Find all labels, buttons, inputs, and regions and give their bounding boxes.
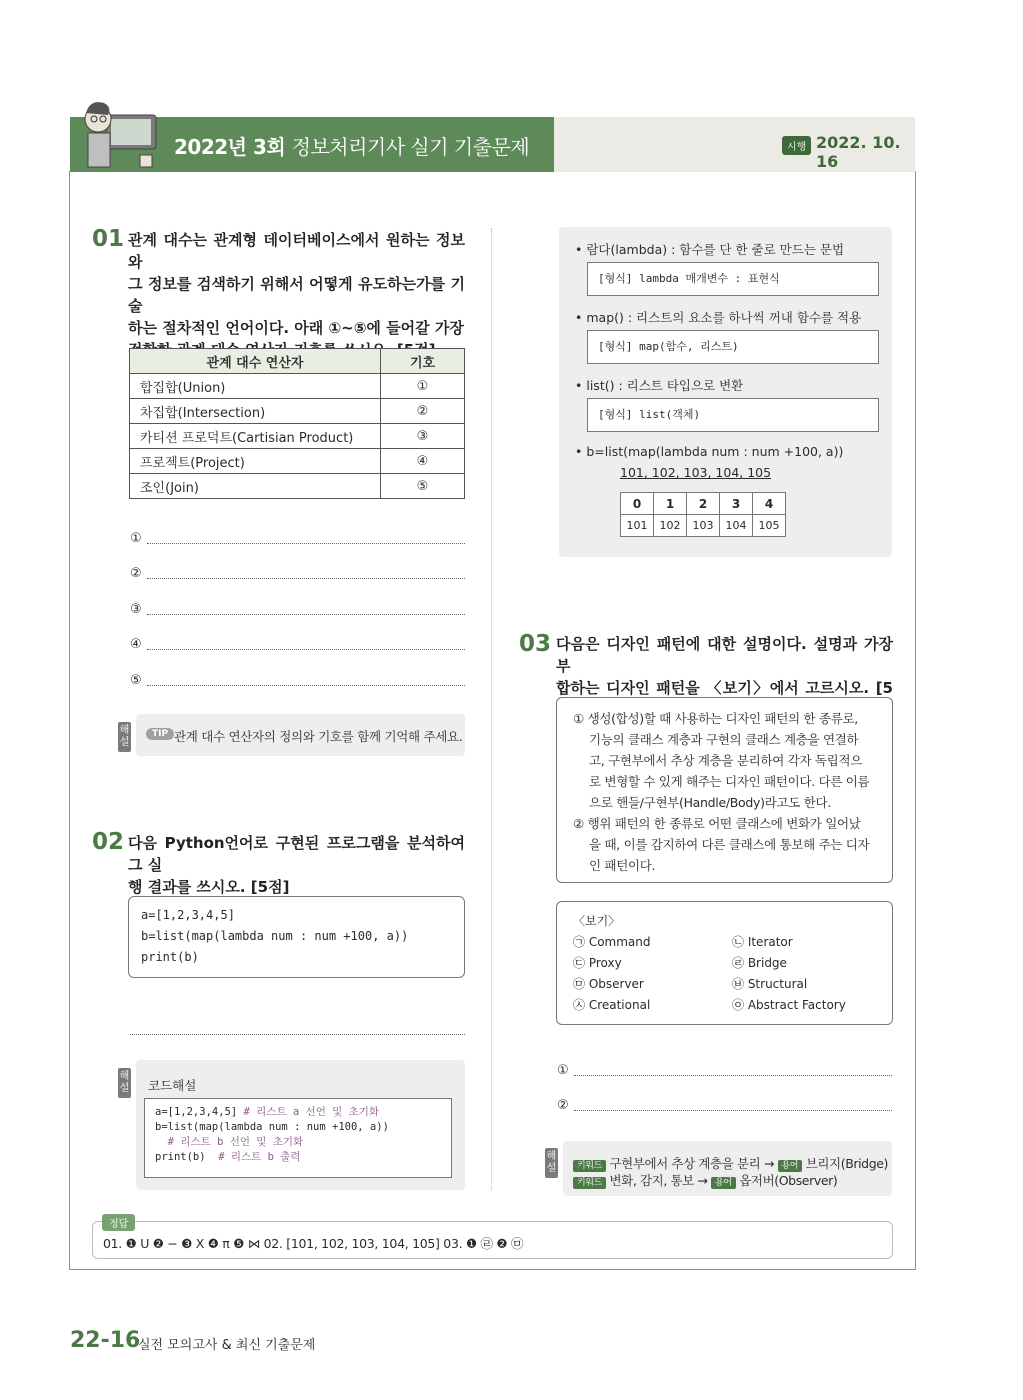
choices-left: ㉠ Command ㉢ Proxy ㉤ Observer ㉦ Creational [573, 935, 651, 1012]
exam-date-badge: 시행 [782, 136, 811, 155]
note-list: • list() : 리스트 타입으로 변환 [575, 378, 744, 393]
explanation-tag: 해설 [118, 722, 131, 752]
table-cell: ③ [381, 424, 465, 449]
note-map: • map() : 리스트의 요소를 하나씩 꺼내 함수를 적용 [575, 310, 862, 325]
keyword-line-2: 키워드 변화, 감지, 통보 → 용어 옵저버(Observer) [573, 1171, 837, 1189]
exam-date: 2022. 10. 16 [816, 133, 901, 171]
mascot-illustration [78, 97, 164, 172]
answer-line-q2[interactable] [130, 1034, 465, 1035]
question-number-3: 03 [519, 631, 552, 657]
page-header [70, 117, 915, 172]
question-2-text: 다음 Python언어로 구현된 프로그램을 분석하여 그 실 행 결과를 쓰시오. [5점] [128, 834, 465, 896]
answer-line-1[interactable]: ① [130, 531, 142, 546]
answer-text: 01. ❶ U ❷ − ❸ X ❹ π ❺ ⋈ 02. [101, 102, 103, 104, 105] 03. ❶ ㉣ ❷ ㉤ [103, 1236, 524, 1251]
table-cell: 카티션 프로덕트(Cartisian Product) [130, 424, 381, 449]
python-notes-box [559, 227, 892, 557]
format-map: [형식] map(함수, 리스트) [587, 330, 879, 364]
tip-box [136, 714, 465, 756]
question-3-text: 다음은 디자인 패턴에 대한 설명이다. 설명과 가장 부 합하는 디자인 패턴을 〈보기〉에서 고르시오. [5 [556, 635, 893, 697]
table-cell: 조인(Join) [130, 474, 381, 499]
answer-line-2[interactable]: ② [130, 566, 142, 581]
format-list: [형식] list(객체) [587, 398, 879, 432]
choices-right: ㉡ Iterator ㉣ Bridge ㉥ Structural ㉧ Abstract Factory [732, 935, 846, 1012]
keyword-line-1: 키워드 구현부에서 추상 계층을 분리 → 용어 브리지(Bridge) [573, 1154, 888, 1172]
table-row [130, 474, 465, 499]
table-row [621, 493, 786, 515]
code-box: a=[1,2,3,4,5] b=list(map(lambda num : num +100, a)) print(b) [128, 896, 465, 978]
answer-label: 정답 [102, 1214, 135, 1231]
code-explanation-title: 코드해설 [148, 1078, 197, 1093]
table-cell: 3 [720, 493, 753, 515]
question-1-text: 관계 대수는 관계형 데이터베이스에서 원하는 정보와 그 정보를 검색하기 위해서 어떻게 유도하는가를 기술 하는 절차적인 언어이다. 아래 ①~⑤에 들어갈 가장 [128, 231, 465, 337]
question-number-1: 01 [92, 226, 125, 252]
table-row [621, 515, 786, 537]
answer-box [92, 1221, 893, 1259]
table-row [130, 399, 465, 424]
table-cell: 101 [621, 515, 654, 537]
question-number-2: 02 [92, 829, 125, 855]
answer-line-q3-1[interactable]: ① [557, 1063, 569, 1078]
table-cell: 0 [621, 493, 654, 515]
note-example: • b=list(map(lambda num : num +100, a)) [575, 444, 844, 459]
code-explanation-code: a=[1,2,3,4,5] # 리스트 a 선언 및 초기화 b=list(map(lambda num : num +100, a)) # 리스트 b 선언 및 초기화 print(b) # 리스트 b 출력 [144, 1098, 452, 1178]
footer-title: 실전 모의고사 & 최신 기출문제 [138, 1338, 316, 1353]
table-cell: 104 [720, 515, 753, 537]
choices-box [556, 901, 893, 1025]
tip-label: TIP [146, 728, 174, 740]
table-cell: ④ [381, 449, 465, 474]
example-result: 101, 102, 103, 104, 105 [620, 465, 772, 480]
table-cell: 차집합(Intersection) [130, 399, 381, 424]
answer-line-5[interactable]: ⑤ [130, 673, 142, 688]
keyword-box [563, 1141, 892, 1196]
table-header-operator: 관계 대수 연산자 [130, 349, 381, 374]
code-explanation-box [136, 1060, 465, 1190]
table-cell: ① [381, 374, 465, 399]
explanation-tag: 해설 [118, 1068, 131, 1098]
description-box: ① 생성(합성)할 때 사용하는 디자인 패턴의 한 종류로, 기능의 클래스 계층과 구현의 클래스 계층을 연결하 고, 구현부에서 추상 계층을 분리하여 각자 독립적으 로 변형할 수 있게 해주는 디자인 패턴이다. 다른 이름 으로 핸들/구현부(Handle/Body)라고도 한다. ② 행위 패턴의 한 종류로 어떤 클래스에 변화가 일어났 을 때, 이를 감지하여 다른 클래스에 통보해 주는 디자 인 패턴이다. [556, 697, 893, 883]
table-row [130, 424, 465, 449]
table-cell: ⑤ [381, 474, 465, 499]
table-cell: 103 [687, 515, 720, 537]
column-divider [491, 228, 492, 1190]
tip-text: 관계 대수 연산자의 정의와 기호를 함께 기억해 주세요. [174, 729, 463, 744]
note-lambda: • 람다(lambda) : 함수를 단 한 줄로 만드는 문법 [575, 242, 845, 257]
operator-table [129, 348, 465, 499]
table-cell: 102 [654, 515, 687, 537]
table-row [130, 374, 465, 399]
table-row [130, 449, 465, 474]
table-cell: 프로젝트(Project) [130, 449, 381, 474]
page-title: 2022년 3회 정보처리기사 실기 기출문제 [174, 135, 530, 159]
table-cell: 합집합(Union) [130, 374, 381, 399]
table-cell: 105 [753, 515, 786, 537]
table-header-symbol: 기호 [381, 349, 465, 374]
table-cell: 2 [687, 493, 720, 515]
answer-line-4[interactable]: ④ [130, 637, 142, 652]
table-cell: ② [381, 399, 465, 424]
format-lambda: [형식] lambda 매개변수 : 표현식 [587, 262, 879, 296]
explanation-tag: 해설 [545, 1148, 558, 1178]
result-list-table [620, 492, 786, 537]
answer-line-3[interactable]: ③ [130, 602, 142, 617]
table-cell: 1 [654, 493, 687, 515]
answer-line-q3-2[interactable]: ② [557, 1098, 569, 1113]
table-cell: 4 [753, 493, 786, 515]
choices-title: 〈보기〉 [573, 914, 621, 928]
page-number: 22-16 [70, 1328, 141, 1353]
